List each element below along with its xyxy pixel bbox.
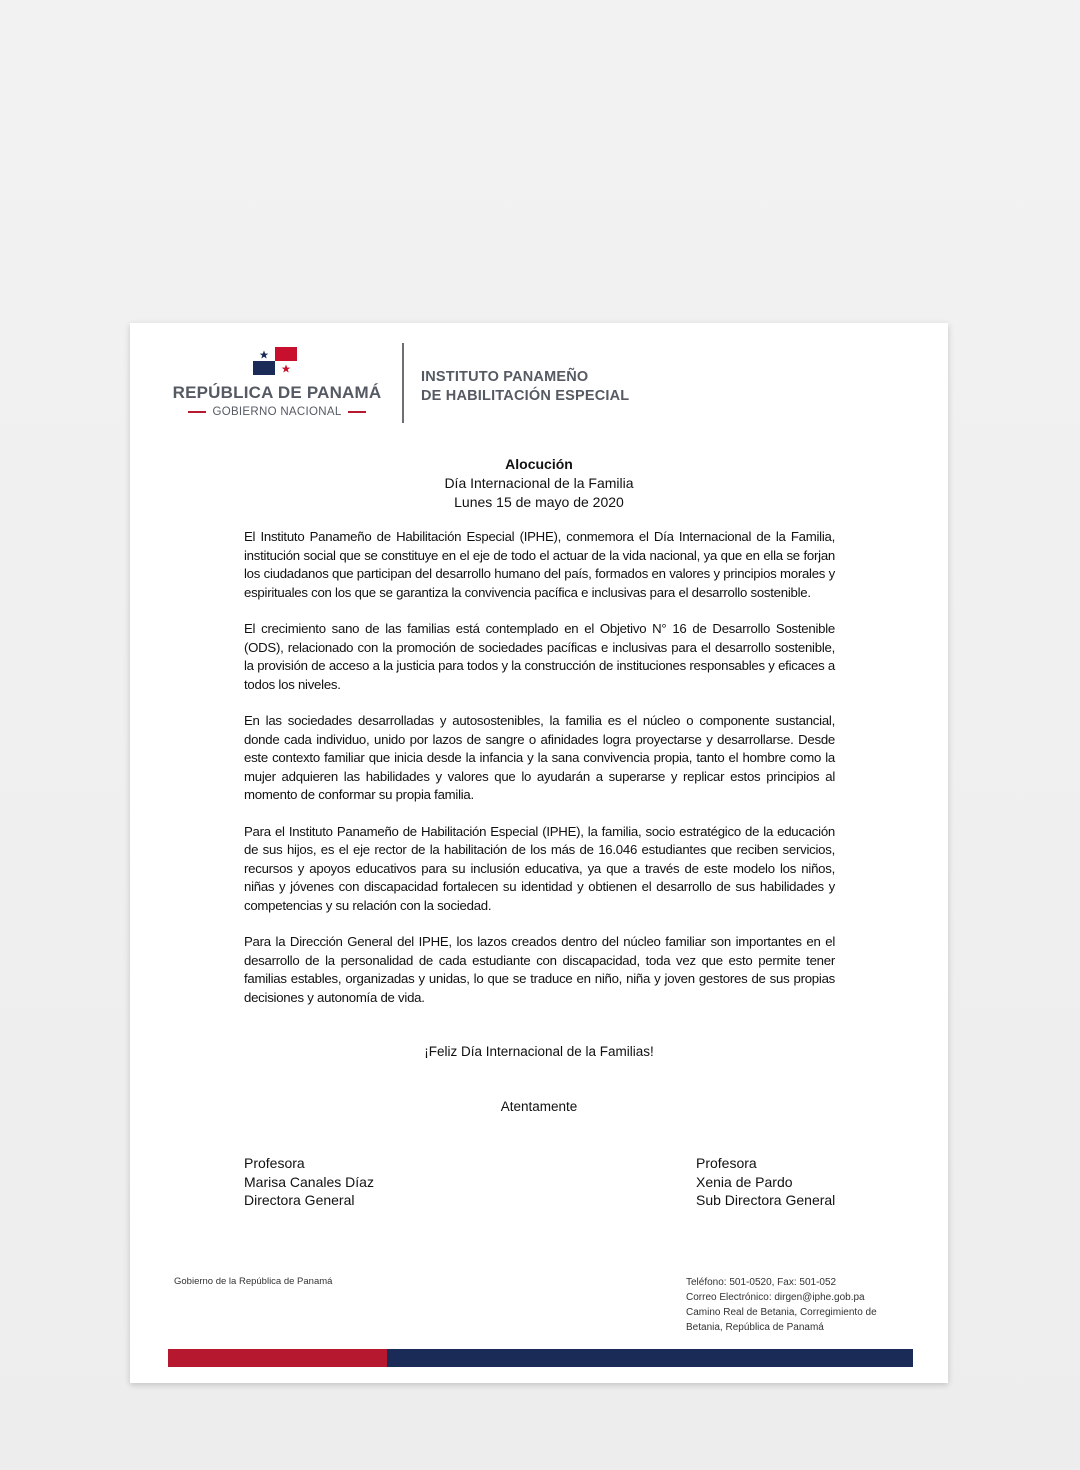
footer-phone: Teléfono: 501-0520, Fax: 501-052	[686, 1277, 837, 1288]
country-name: REPÚBLICA DE PANAMÁ	[172, 383, 382, 402]
footer-bar-red	[168, 1349, 387, 1367]
government-logo	[166, 345, 388, 425]
body-paragraph: Para el Instituto Panameño de Habilitación Especial (IPHE), la familia, socio estratégico de la educación de sus hijos, es el eje rector de la habilitación de los más de 16.046 estudiantes que reciben servicios, recursos y apoyos educativos para su inclusión educativa, ya que a través de este modelo los niños, niñas y jóvenes con discapacidad fortalecen su identidad y obtienen el desarrollo de sus habilidades y competencias y su relación con la sociedad.	[244, 823, 835, 913]
footer-contact	[686, 1275, 877, 1335]
document-title: Alocución	[505, 456, 573, 472]
panama-flag-icon	[253, 347, 297, 375]
signer-title: Profesora	[244, 1155, 305, 1171]
footer-bar-blue	[387, 1349, 913, 1367]
document-subtitle: Día Internacional de la Familia	[444, 475, 634, 491]
body-paragraph: Para la Dirección General del IPHE, los lazos creados dentro del núcleo familiar son importantes en el desarrollo de la personalidad de cada estudiante con discapacidad, toda vez que esto permite tener familias estables, organizadas y unidas, lo que se traduce en niño, niña y joven gestores de sus propias decisiones y autonomía de vida.	[244, 934, 835, 1005]
footer-address-line2: Betania, República de Panamá	[686, 1322, 824, 1333]
header-divider	[402, 343, 404, 423]
government-name: GOBIERNO NACIONAL	[212, 406, 342, 418]
document-page	[130, 323, 948, 1383]
signer-title: Profesora	[696, 1155, 757, 1171]
signer-name: Xenia de Pardo	[696, 1173, 793, 1190]
signer-role: Directora General	[244, 1192, 355, 1208]
footer-address-line1: Camino Real de Betania, Corregimiento de	[686, 1307, 877, 1318]
signature-right	[696, 1154, 835, 1210]
signature-left	[244, 1154, 374, 1210]
institute-name-line2: DE HABILITACIÓN ESPECIAL	[421, 388, 630, 404]
government-label-row	[166, 406, 388, 418]
footer-email: Correo Electrónico: dirgen@iphe.gob.pa	[686, 1292, 865, 1303]
footer-government: Gobierno de la República de Panamá	[174, 1276, 333, 1287]
document-body	[244, 528, 835, 1025]
greeting: ¡Feliz Día Internacional de la Familias!	[424, 1044, 654, 1059]
institute-name	[421, 368, 629, 406]
footer-color-bar	[168, 1349, 913, 1367]
signer-role: Sub Directora General	[696, 1192, 836, 1208]
divider-line	[348, 411, 366, 413]
document-date: Lunes 15 de mayo de 2020	[454, 494, 624, 510]
body-paragraph: El Instituto Panameño de Habilitación Especial (IPHE), conmemora el Día Internacional de la Familia, institución social que se constituye en el eje de todo el actuar de la vida nacional, ya que en ella se forjan los ciudadanos que participan del desarrollo humano del país, formados en valores y principios morales y espirituales con los que se garantiza la convivencia pacífica e inclusivas para el desarrollo sostenible.	[244, 529, 835, 600]
closing-salutation: Atentamente	[500, 1099, 578, 1114]
document-heading	[130, 455, 948, 512]
institute-name-line1: INSTITUTO PANAMEÑO	[421, 369, 589, 385]
divider-line	[188, 411, 206, 413]
signer-name: Marisa Canales Díaz	[244, 1173, 374, 1190]
body-paragraph: El crecimiento sano de las familias está contemplado en el Objetivo N° 16 de Desarrollo Sostenible (ODS), relacionado con la promoción de sociedades pacíficas e inclusivas para el desarrollo sostenible, la provisión de acceso a la justicia para todos y la construcción de instituciones responsables y eficaces a todos los niveles.	[244, 621, 835, 692]
body-paragraph: En las sociedades desarrolladas y autosostenibles, la familia es el núcleo o componente sustancial, donde cada individuo, unido por lazos de sangre o afinidades logra proyectarse y desarrollarse. Desde este contexto familiar que inicia desde la infancia y la sana convivencia propia, tanto el hombre como la mujer adquieren las habilidades y valores que lo ayudarán a superarse y replicar estos principios al momento de conformar su propia familia.	[244, 713, 835, 802]
